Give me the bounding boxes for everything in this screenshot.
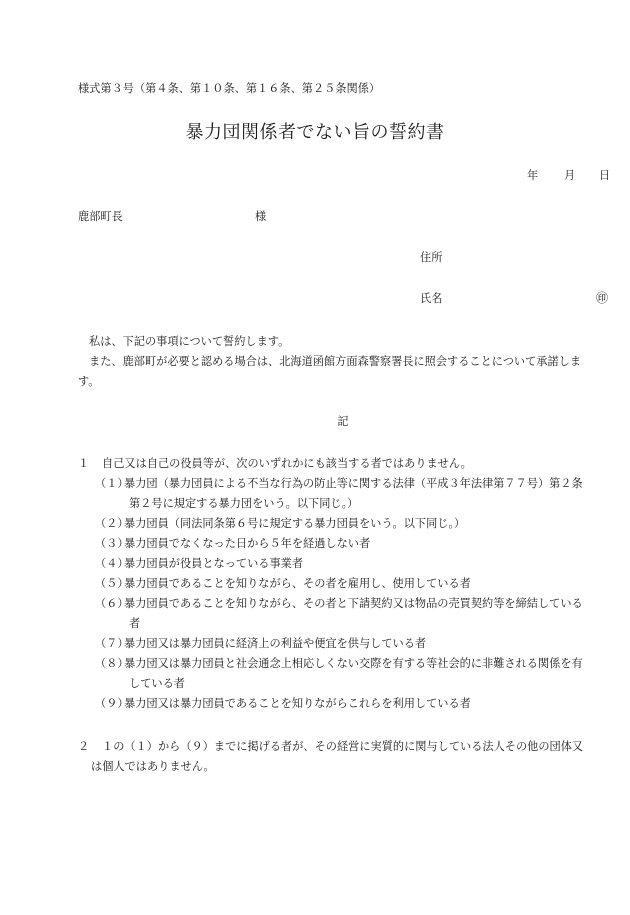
item-1-text: 自己又は自己の役員等が、次のいずれかにも該当する者ではありません。 <box>102 457 472 470</box>
form-number: 様式第３号（第４条、第１０条、第１６条、第２５条関係） <box>78 82 381 95</box>
subitem-6 <box>95 594 616 634</box>
subitem-text-cont: している者 <box>129 677 185 690</box>
item-2-text: １の（１）から（９）までに掲げる者が、その経営に実質的に関与している法人その他の団体又 <box>102 740 584 753</box>
address-label: 住所 <box>420 251 443 264</box>
subitem-text-cont: 第２号に規定する暴力団をいう。以下同じ。） <box>129 497 359 510</box>
pledge-paragraph-1: 私は、下記の事項について誓約します。 <box>89 335 290 348</box>
addressee-name: 鹿部町長 <box>78 210 123 223</box>
list-item-2 <box>78 737 618 777</box>
subitem-5 <box>95 574 616 594</box>
subitem-text: 暴力団員であることを知りながら、その者と下請契約又は物品の売買契約等を締結している <box>124 597 583 610</box>
pledge-statement <box>78 332 616 392</box>
subitem-text: 暴力団員でなくなった日から５年を経過しない者 <box>124 537 371 550</box>
subitem-text: 暴力団（暴力団員による不当な行為の防止等に関する法律（平成３年法律第７７号）第２条 <box>124 477 583 490</box>
item-2-number: ２ <box>78 740 90 753</box>
subitem-number: （２） <box>95 517 129 530</box>
subitem-4 <box>95 554 616 574</box>
pledge-paragraph-2-line1: また、鹿部町が必要と認める場合は、北海道函館方面森警察署長に照会することについて承諾しま <box>89 355 582 368</box>
item-2-text-cont: は個人ではありません。 <box>91 760 215 773</box>
pledge-paragraph-2-line2: す。 <box>78 375 100 388</box>
addressee-honorific: 様 <box>255 210 267 223</box>
subitem-number: （８） <box>95 657 129 670</box>
pledge-paragraph-2 <box>78 352 616 372</box>
subitem-number: （７） <box>95 637 129 650</box>
subitem-text: 暴力団員（同法同条第６号に規定する暴力団員をいう。以下同じ。） <box>124 517 466 530</box>
subitem-text-cont: 者 <box>129 617 141 630</box>
subitem-9 <box>95 694 616 714</box>
name-label: 氏名 <box>420 292 443 305</box>
subitem-number: （４） <box>95 557 129 570</box>
subitem-text: 暴力団又は暴力団員に経済上の利益や便宜を供与している者 <box>124 637 427 650</box>
date-month-label: 月 <box>564 169 576 182</box>
subitem-8 <box>95 654 616 694</box>
subitem-number: （３） <box>95 537 129 550</box>
subitem-number: （１） <box>95 477 129 490</box>
subitem-number: （６） <box>95 597 129 610</box>
subitem-number: （９） <box>95 697 129 710</box>
subitem-text: 暴力団員が役員となっている事業者 <box>124 557 304 570</box>
subitem-text: 暴力団員であることを知りながら、その者を雇用し、使用している者 <box>124 577 471 590</box>
subitem-text: 暴力団又は暴力団員と社会通念上相応しくない交際を有する等社会的に非難される関係を有 <box>124 657 583 670</box>
date-year-label: 年 <box>527 169 539 182</box>
seal-mark: ㊞ <box>596 291 609 305</box>
subitem-3 <box>95 534 616 554</box>
subitem-7 <box>95 634 616 654</box>
subitem-text: 暴力団又は暴力団員であることを知りながらこれらを利用している者 <box>124 697 471 710</box>
ki-heading: 記 <box>337 415 349 428</box>
item-1-number: １ <box>78 457 90 470</box>
subitem-1 <box>95 474 616 514</box>
date-day-label: 日 <box>599 169 611 182</box>
subitem-number: （５） <box>95 577 129 590</box>
document-title: 暴力団関係者でない旨の誓約書 <box>185 122 445 143</box>
subitem-2 <box>95 514 616 534</box>
